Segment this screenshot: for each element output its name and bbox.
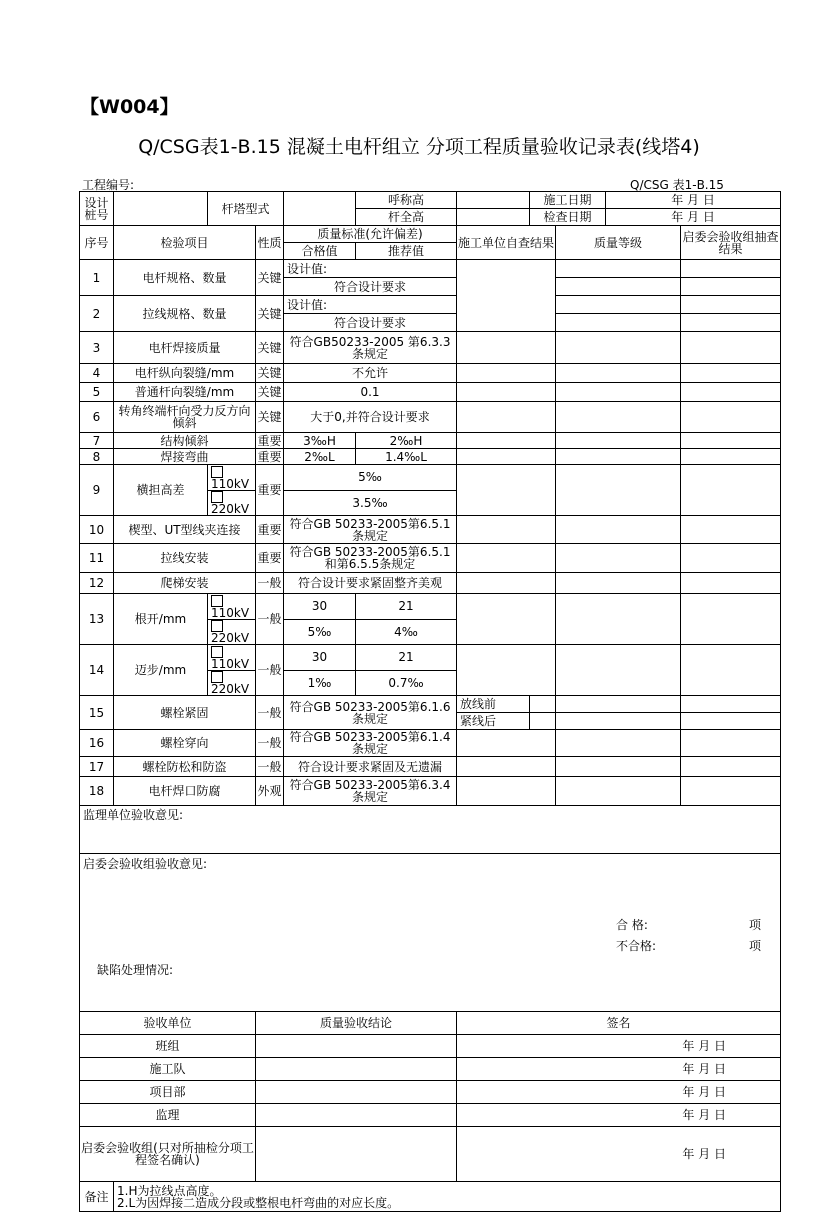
row-qualified: 2‰L xyxy=(284,449,356,465)
committee-cell[interactable] xyxy=(681,713,781,730)
row-no: 1 xyxy=(80,260,114,296)
self-check-cell[interactable] xyxy=(457,757,556,777)
self-check-cell[interactable] xyxy=(457,383,556,402)
committee-cell[interactable] xyxy=(681,278,781,296)
pass-unit: 项 xyxy=(749,918,762,932)
tower-type-label: 杆塔型式 xyxy=(208,192,284,226)
row-recommended: 21 xyxy=(356,594,457,620)
inspection-date-value[interactable]: 年 月 日 xyxy=(606,209,781,226)
self-check-cell[interactable] xyxy=(457,465,556,516)
row-recommended: 21 xyxy=(356,645,457,671)
row-nature: 外观 xyxy=(256,777,284,806)
row-no: 2 xyxy=(80,296,114,332)
row-no: 15 xyxy=(80,696,114,730)
design-pole-no-value[interactable] xyxy=(114,192,208,226)
row-item: 电杆规格、数量 xyxy=(114,260,256,296)
row-standard: 3.5‰ xyxy=(284,490,457,516)
design-pole-no-label: 设计桩号 xyxy=(80,192,114,226)
grade-cell[interactable] xyxy=(556,314,681,332)
row-no: 5 xyxy=(80,383,114,402)
before-stringing-value[interactable] xyxy=(530,696,556,713)
self-check-cell[interactable] xyxy=(457,544,556,573)
grade-cell[interactable] xyxy=(556,757,681,777)
row-design-value-label: 设计值: xyxy=(284,260,457,278)
construction-date-label: 施工日期 xyxy=(530,192,606,209)
self-check-cell[interactable] xyxy=(457,516,556,544)
total-height-label: 杆全高 xyxy=(356,209,457,226)
row-qualified: 30 xyxy=(284,594,356,620)
sign-team-conclusion[interactable] xyxy=(256,1035,457,1058)
project-number-label: 工程编号: xyxy=(82,178,135,192)
committee-cell[interactable] xyxy=(681,757,781,777)
row-no: 11 xyxy=(80,544,114,573)
self-check-cell[interactable] xyxy=(457,332,556,364)
row-item: 电杆焊口防腐 xyxy=(114,777,256,806)
sign-supervisor-date[interactable]: 年 月 日 xyxy=(457,1104,781,1127)
row-nature: 关键 xyxy=(256,383,284,402)
row-item: 螺栓紧固 xyxy=(114,696,256,730)
page-title: Q/CSG表1-B.15 混凝土电杆组立 分项工程质量验收记录表(线塔4) xyxy=(138,136,700,158)
row-nature: 一般 xyxy=(256,730,284,757)
row-no: 6 xyxy=(80,402,114,433)
row-no: 12 xyxy=(80,573,114,594)
remark-line: 1.H为拉线点高度。 xyxy=(117,1183,222,1198)
row-standard: 符合设计要求 xyxy=(284,314,457,332)
row-standard: 0.1 xyxy=(284,383,457,402)
col-committee-check: 启委会验收组抽查结果 xyxy=(681,226,781,260)
form-code: 【W004】 xyxy=(80,96,179,118)
grade-cell[interactable] xyxy=(556,465,681,516)
sign-project-dept-date[interactable]: 年 月 日 xyxy=(457,1081,781,1104)
col-nature: 性质 xyxy=(256,226,284,260)
after-tensioning-label: 紧线后 xyxy=(457,713,530,730)
voltage-option-220[interactable]: 220kV xyxy=(208,670,256,696)
inspection-table xyxy=(79,191,781,1212)
row-nature: 一般 xyxy=(256,696,284,730)
grade-cell[interactable] xyxy=(556,433,681,449)
sign-team-date[interactable]: 年 月 日 xyxy=(457,1035,781,1058)
row-item: 螺栓防松和防盗 xyxy=(114,757,256,777)
row-standard: 5‰ xyxy=(284,465,457,491)
grade-cell[interactable] xyxy=(556,402,681,433)
row-standard: 符合GB 50233-2005第6.5.1和第6.5.5条规定 xyxy=(284,544,457,573)
row-standard: 符合GB 50233-2005第6.3.4条规定 xyxy=(284,777,457,806)
row-no: 13 xyxy=(80,594,114,645)
col-grade: 质量等级 xyxy=(556,226,681,260)
row-nature: 一般 xyxy=(256,645,284,696)
sign-project-dept-conclusion[interactable] xyxy=(256,1081,457,1104)
self-check-cell[interactable] xyxy=(457,364,556,383)
grade-cell[interactable] xyxy=(556,332,681,364)
grade-cell[interactable] xyxy=(556,364,681,383)
fail-label: 不合格: xyxy=(616,939,657,953)
tower-type-value[interactable] xyxy=(284,192,356,226)
row-item: 转角终端杆向受力反方向倾斜 xyxy=(114,402,256,433)
row-no: 10 xyxy=(80,516,114,544)
row-item: 拉线安装 xyxy=(114,544,256,573)
fail-unit: 项 xyxy=(749,939,762,953)
col-qualified: 合格值 xyxy=(284,243,356,260)
voltage-option-110[interactable]: 110kV xyxy=(208,465,256,491)
col-recommended: 推荐值 xyxy=(356,243,457,260)
row-no: 7 xyxy=(80,433,114,449)
row-item: 电杆纵向裂缝/mm xyxy=(114,364,256,383)
row-item: 普通杆向裂缝/mm xyxy=(114,383,256,402)
after-tensioning-value[interactable] xyxy=(530,713,556,730)
row-standard: 符合GB 50233-2005第6.1.4条规定 xyxy=(284,730,457,757)
row-standard: 符合设计要求 xyxy=(284,278,457,296)
sign-signature-header: 签名 xyxy=(457,1012,781,1035)
sign-crew-date[interactable]: 年 月 日 xyxy=(457,1058,781,1081)
grade-cell[interactable] xyxy=(556,449,681,465)
self-check-cell[interactable] xyxy=(457,260,556,332)
sign-crew-conclusion[interactable] xyxy=(256,1058,457,1081)
committee-cell[interactable] xyxy=(681,433,781,449)
row-nature: 关键 xyxy=(256,260,284,296)
row-no: 18 xyxy=(80,777,114,806)
committee-cell[interactable] xyxy=(681,730,781,757)
row-item: 迈步/mm xyxy=(114,645,208,696)
self-check-cell[interactable] xyxy=(457,730,556,757)
grade-cell[interactable] xyxy=(556,544,681,573)
col-item: 检验项目 xyxy=(114,226,256,260)
row-item: 横担高差 xyxy=(114,465,208,516)
committee-cell[interactable] xyxy=(681,777,781,806)
row-nature: 关键 xyxy=(256,364,284,383)
sign-team-label: 班组 xyxy=(80,1035,256,1058)
grade-cell[interactable] xyxy=(556,260,681,278)
row-no: 8 xyxy=(80,449,114,465)
row-nature: 重要 xyxy=(257,433,282,448)
sign-unit-header: 验收单位 xyxy=(80,1012,256,1035)
before-stringing-label: 放线前 xyxy=(457,696,530,713)
committee-cell[interactable] xyxy=(681,465,781,516)
self-check-cell[interactable] xyxy=(457,645,556,696)
row-qualified: 5‰ xyxy=(284,619,356,645)
self-check-cell[interactable] xyxy=(457,777,556,806)
row-qualified: 1‰ xyxy=(284,670,356,696)
inspection-date-label: 检查日期 xyxy=(530,209,606,226)
self-check-cell[interactable] xyxy=(457,573,556,594)
row-item: 拉线规格、数量 xyxy=(114,296,256,332)
row-no: 16 xyxy=(80,730,114,757)
remarks-content xyxy=(114,1182,781,1212)
row-no: 4 xyxy=(80,364,114,383)
row-item: 电杆焊接质量 xyxy=(114,332,256,364)
self-check-cell[interactable] xyxy=(457,449,556,465)
row-nature: 重要 xyxy=(256,465,284,516)
committee-opinion-label: 启委会验收组验收意见: xyxy=(83,857,208,871)
row-recommended: 4‰ xyxy=(356,619,457,645)
sign-crew-label: 施工队 xyxy=(80,1058,256,1081)
form-number: Q/CSG 表1-B.15 xyxy=(630,178,724,192)
row-recommended: 2‰H xyxy=(356,433,457,449)
row-nature: 重要 xyxy=(256,516,284,544)
row-standard: 符合GB 50233-2005第6.5.1条规定 xyxy=(284,516,457,544)
sign-supervisor-label: 监理 xyxy=(80,1104,256,1127)
row-item: 结构倾斜 xyxy=(114,433,256,449)
row-standard: 符合设计要求紧固及无遗漏 xyxy=(284,757,457,777)
committee-cell[interactable] xyxy=(681,364,781,383)
sign-project-dept-label: 项目部 xyxy=(80,1081,256,1104)
row-nature: 关键 xyxy=(256,296,284,332)
self-check-cell[interactable] xyxy=(457,433,556,449)
remarks-label: 备注 xyxy=(80,1182,114,1212)
committee-cell[interactable] xyxy=(681,594,781,645)
row-recommended: 1.4‰L xyxy=(356,449,457,465)
voltage-option-220[interactable]: 220kV xyxy=(208,490,256,516)
grade-cell[interactable] xyxy=(556,383,681,402)
pass-label: 合 格: xyxy=(616,918,648,932)
sign-conclusion-header: 质量验收结论 xyxy=(256,1012,457,1035)
committee-cell[interactable] xyxy=(681,314,781,332)
committee-cell[interactable] xyxy=(681,402,781,433)
row-qualified: 30 xyxy=(284,645,356,671)
grade-cell[interactable] xyxy=(556,296,681,314)
row-standard: 符合GB 50233-2005第6.1.6条规定 xyxy=(284,696,457,730)
committee-cell[interactable] xyxy=(681,516,781,544)
row-standard: 符合GB50233-2005 第6.3.3条规定 xyxy=(284,332,457,364)
row-qualified: 3‰H xyxy=(284,433,356,449)
sign-committee-label: 启委会验收组(只对所抽检分项工程签名确认) xyxy=(80,1127,256,1182)
construction-date-value[interactable]: 年 月 日 xyxy=(606,192,781,209)
committee-opinion-section[interactable] xyxy=(80,854,781,1012)
grade-cell[interactable] xyxy=(556,573,681,594)
sign-committee-date[interactable]: 年 月 日 xyxy=(457,1127,781,1182)
grade-cell[interactable] xyxy=(556,730,681,757)
row-item: 根开/mm xyxy=(114,594,208,645)
nominal-height-value[interactable] xyxy=(457,192,530,209)
row-nature: 一般 xyxy=(256,594,284,645)
row-design-value-label: 设计值: xyxy=(284,296,457,314)
grade-cell[interactable] xyxy=(556,713,681,730)
row-nature: 关键 xyxy=(256,402,284,433)
row-nature: 关键 xyxy=(256,332,284,364)
self-check-cell[interactable] xyxy=(457,594,556,645)
grade-cell[interactable] xyxy=(556,516,681,544)
self-check-cell[interactable] xyxy=(457,402,556,433)
total-height-value[interactable] xyxy=(457,209,530,226)
row-nature: 一般 xyxy=(256,757,284,777)
row-standard: 大于0,并符合设计要求 xyxy=(284,402,457,433)
row-no: 17 xyxy=(80,757,114,777)
col-standard: 质量标准(允许偏差) xyxy=(284,226,457,243)
row-standard: 不允许 xyxy=(284,364,457,383)
row-item: 焊接弯曲 xyxy=(114,449,256,465)
committee-cell[interactable] xyxy=(681,573,781,594)
sign-committee-conclusion[interactable] xyxy=(256,1127,457,1182)
row-recommended: 0.7‰ xyxy=(356,670,457,696)
committee-cell[interactable] xyxy=(681,383,781,402)
committee-cell[interactable] xyxy=(681,296,781,314)
row-item: 爬梯安装 xyxy=(114,573,256,594)
committee-cell[interactable] xyxy=(681,544,781,573)
row-nature: 一般 xyxy=(256,573,284,594)
col-self-check: 施工单位自查结果 xyxy=(457,226,556,260)
nominal-height-label: 呼称高 xyxy=(356,192,457,209)
grade-cell[interactable] xyxy=(556,278,681,296)
row-standard: 符合设计要求紧固整齐美观 xyxy=(284,573,457,594)
row-no: 3 xyxy=(80,332,114,364)
sign-supervisor-conclusion[interactable] xyxy=(256,1104,457,1127)
row-item: 楔型、UT型线夹连接 xyxy=(114,516,256,544)
grade-cell[interactable] xyxy=(556,645,681,696)
committee-cell[interactable] xyxy=(681,696,781,713)
voltage-option-110[interactable]: 110kV xyxy=(208,645,256,671)
committee-cell[interactable] xyxy=(681,449,781,465)
grade-cell[interactable] xyxy=(556,594,681,645)
grade-cell[interactable] xyxy=(556,777,681,806)
row-no: 9 xyxy=(80,465,114,516)
row-item: 螺栓穿向 xyxy=(114,730,256,757)
defect-handling-label: 缺陷处理情况: xyxy=(97,963,174,977)
committee-cell[interactable] xyxy=(681,645,781,696)
voltage-option-220[interactable]: 220kV xyxy=(208,619,256,645)
supervision-opinion[interactable]: 监理单位验收意见: xyxy=(80,806,781,854)
row-nature: 重要 xyxy=(256,544,284,573)
remark-line: 2.L为因焊接二造成分段或整根电杆弯曲的对应长度。 xyxy=(117,1195,400,1210)
grade-cell[interactable] xyxy=(556,696,681,713)
row-no: 14 xyxy=(80,645,114,696)
row-nature: 重要 xyxy=(257,449,282,464)
voltage-option-110[interactable]: 110kV xyxy=(208,594,256,620)
committee-cell[interactable] xyxy=(681,260,781,278)
col-seq: 序号 xyxy=(80,226,114,260)
committee-cell[interactable] xyxy=(681,332,781,364)
